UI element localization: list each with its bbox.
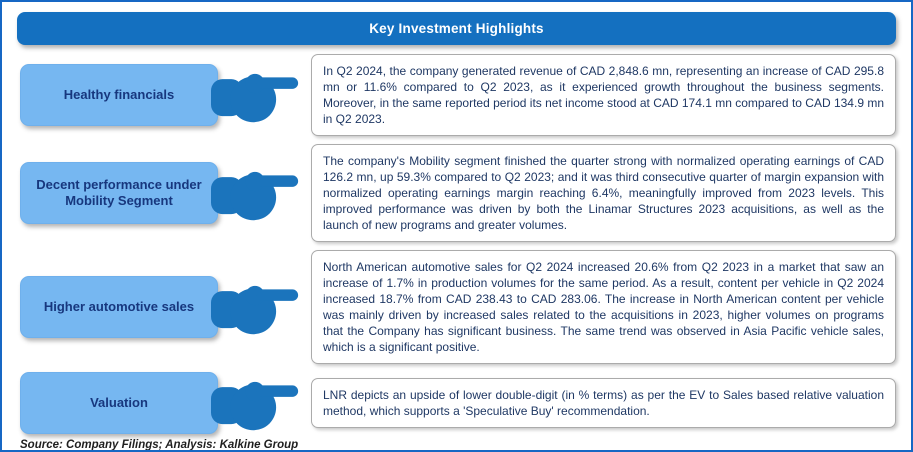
header-banner	[17, 12, 896, 45]
highlight-label-box	[20, 372, 218, 434]
page-title: Key Investment Highlights	[369, 21, 544, 36]
label-cell	[15, 372, 311, 434]
highlight-text-box	[311, 144, 896, 242]
highlight-row-valuation	[15, 372, 898, 434]
highlight-label: Healthy financials	[63, 86, 175, 102]
pointing-hand-icon	[211, 162, 299, 224]
highlight-row-mobility-segment	[15, 144, 898, 242]
highlight-label-box	[20, 64, 218, 126]
highlight-label-box	[20, 162, 218, 224]
highlight-text: In Q2 2024, the company generated revenue of CAD 2,848.6 mn, representing an increase of CAD 295.8 mn or 11.6% compared to Q2 2023, as it experienced growth throughout the business segments. Moreover, in the same reported period its net income stood at CAD 174.1 mn compared to CAD 134.9 mn in Q2 2023.	[323, 64, 884, 126]
highlight-label: Valuation	[90, 394, 148, 410]
label-cell	[15, 276, 311, 338]
highlight-rows	[15, 54, 898, 434]
hand-fill	[211, 382, 298, 430]
highlight-row-automotive-sales	[15, 250, 898, 364]
highlight-text: LNR depicts an upside of lower double-digit (in % terms) as per the EV to Sales based relative valuation method, which supports a 'Speculative Buy' recommendation.	[323, 388, 884, 418]
hand-fill	[211, 172, 298, 220]
hand-fill	[211, 74, 298, 122]
highlight-label: Decent performance under Mobility Segment	[36, 176, 202, 208]
source-note: Source: Company Filings; Analysis: Kalkine Group	[20, 439, 299, 451]
pointing-hand-icon	[211, 64, 299, 126]
highlight-row-healthy-financials	[15, 54, 898, 136]
highlight-text-box	[311, 54, 896, 136]
label-cell	[15, 162, 311, 224]
highlight-text: The company's Mobility segment finished the quarter strong with normalized operating earnings of CAD 126.2 mn, up 59.3% compared to Q2 2023; and it was third consecutive quarter of margin expansion with normalized operating earnings margin reaching 6.4%, meaningfully improved from 2023 levels. This improved performance was driven by both the Linamar Structures 2023 acquisitions, as well as the launch of new programs and greater volumes.	[323, 154, 884, 232]
hand-fill	[211, 286, 298, 334]
pointing-hand-icon	[211, 372, 299, 434]
highlight-label: Higher automotive sales	[43, 298, 195, 314]
pointing-hand-icon	[211, 276, 299, 338]
highlight-text-box	[311, 378, 896, 428]
highlight-label-box	[20, 276, 218, 338]
label-cell	[15, 64, 311, 126]
highlight-text: North American automotive sales for Q2 2024 increased 20.6% from Q2 2023 in a market that saw an increase of 1.7% in production volumes for the same period. As a result, content per vehicle in Q2 2024 increased 18.7% from CAD 238.43 to CAD 283.06. The increase in North American content per vehicle was mainly driven by increased sales related to the acquisitions in 2023, higher volumes on programs that the Company has significant business. The same trend was observed in Asia Pacific vehicle sales, which is a significant positive.	[323, 260, 884, 354]
highlight-text-box	[311, 250, 896, 364]
